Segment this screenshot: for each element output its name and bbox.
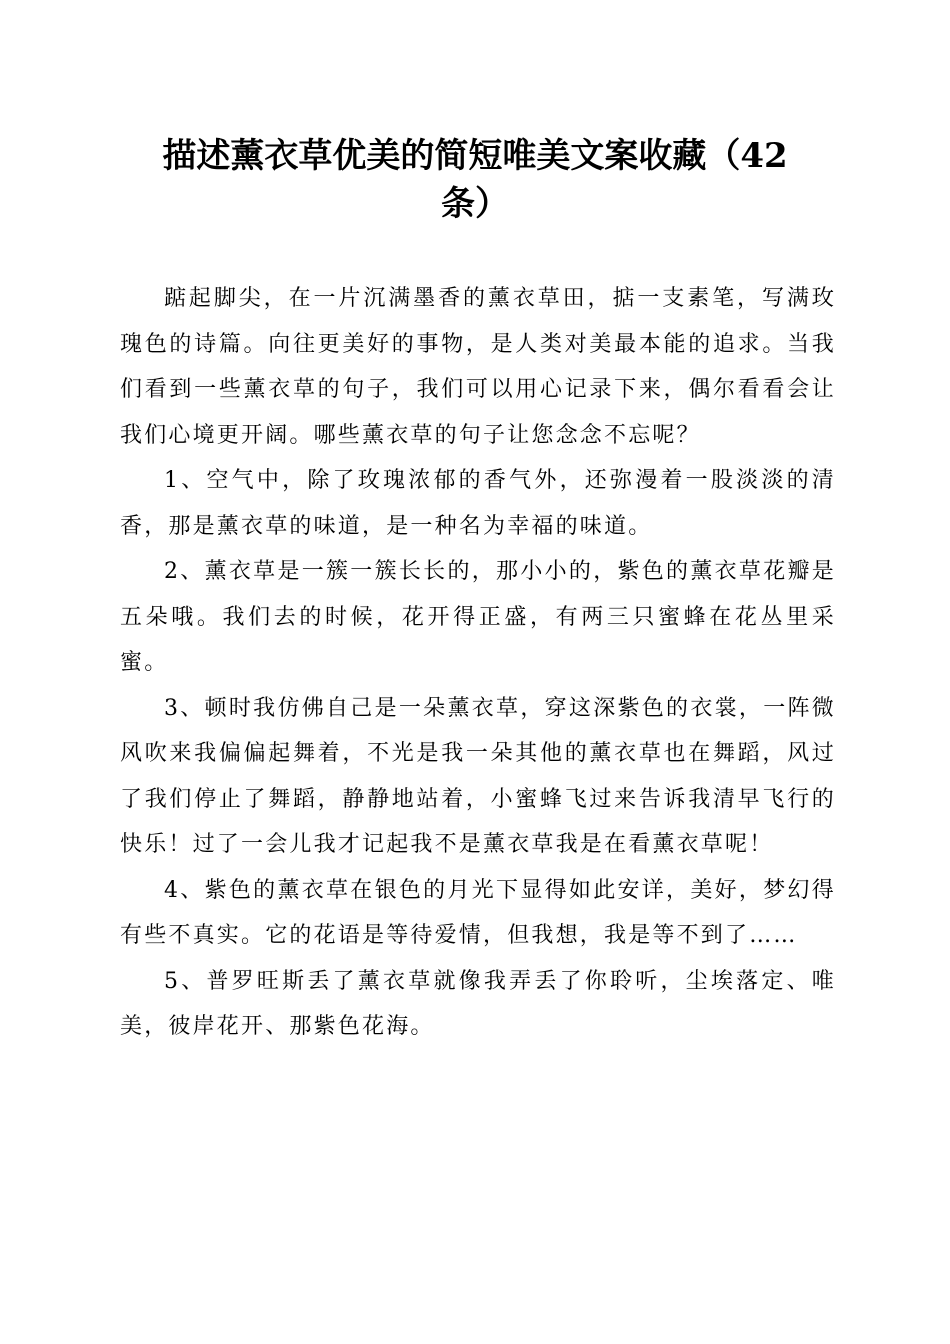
list-item-2: 2、薰衣草是一簇一簇长长的，那小小的，紫色的薰衣草花瓣是五朵哦。我们去的时候，花开得正盛，有两三只蜜蜂在花丛里采蜜。 — [120, 559, 836, 675]
list-item-1: 1、空气中，除了玫瑰浓郁的香气外，还弥漫着一股淡淡的清香，那是薰衣草的味道，是一种名为幸福的味道。 — [120, 468, 836, 539]
intro-paragraph: 踮起脚尖，在一片沉满墨香的薰衣草田，掂一支素笔，写满玫瑰色的诗篇。向往更美好的事物，是人类对美最本能的追求。当我们看到一些薰衣草的句子，我们可以用心记录下来，偶尔看看会让我们心境更开阔。哪些薰衣草的句子让您念念不忘呢？ — [120, 286, 836, 448]
document-body — [120, 276, 836, 1050]
list-item-3: 3、顿时我仿佛自己是一朵薰衣草，穿这深紫色的衣裳，一阵微风吹来我偏偏起舞着，不光是我一朵其他的薰衣草也在舞蹈，风过了我们停止了舞蹈，静静地站着，小蜜蜂飞过来告诉我清早飞行的快乐！过了一会儿我才记起我不是薰衣草我是在看薰衣草呢！ — [120, 695, 836, 857]
document-title: 描述薰衣草优美的简短唯美文案收藏（42条） — [162, 136, 788, 224]
list-item-5: 5、普罗旺斯丢了薰衣草就像我弄丢了你聆听，尘埃落定、唯美，彼岸花开、那紫色花海。 — [120, 968, 836, 1039]
list-item-4: 4、紫色的薰衣草在银色的月光下显得如此安详，美好，梦幻得有些不真实。它的花语是等待爱情，但我想，我是等不到了…… — [120, 877, 836, 948]
